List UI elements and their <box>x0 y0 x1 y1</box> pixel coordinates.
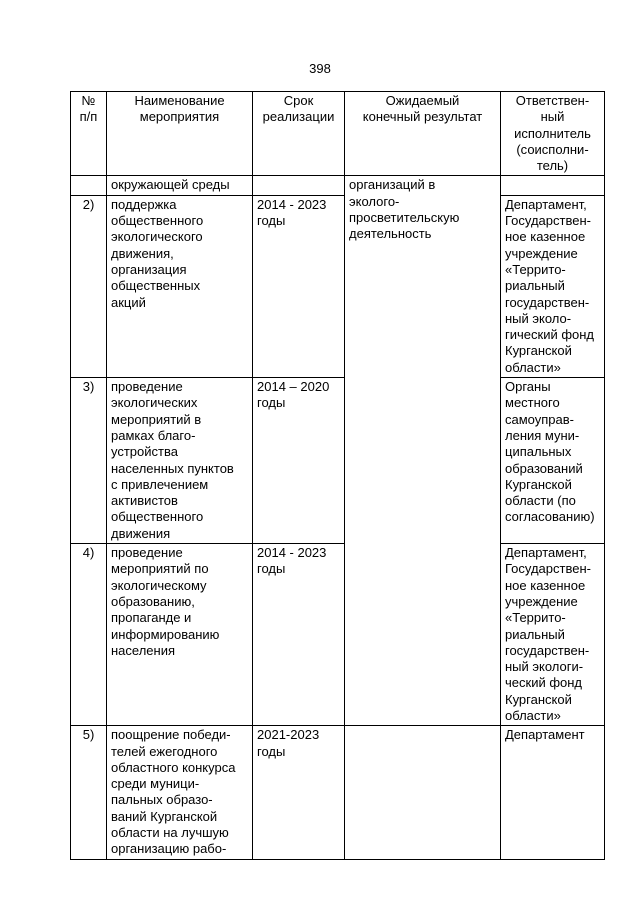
cell-name: проведение экологических мероприятий в рамках благо- устройства населенных пунктов с привлечением активистов общественного движения <box>107 378 253 544</box>
cell-term: 2021-2023 годы <box>253 726 345 859</box>
header-number: № п/п <box>71 92 107 176</box>
cell-responsible <box>501 176 605 195</box>
cell-number: 3) <box>71 378 107 544</box>
cell-result <box>345 726 501 859</box>
cell-number: 2) <box>71 195 107 377</box>
cell-number: 5) <box>71 726 107 859</box>
cell-number <box>71 176 107 195</box>
header-responsible: Ответствен- ный исполнитель (соисполни- тель) <box>501 92 605 176</box>
cell-responsible: Органы местного самоуправ- ления муни- ципальных образований Курганской области (по согласованию) <box>501 378 605 544</box>
cell-name: поддержка общественного экологического движения, организация общественных акций <box>107 195 253 377</box>
table-row-continuation <box>71 176 605 195</box>
cell-name: окружающей среды <box>107 176 253 195</box>
cell-name: проведение мероприятий по экологическому образованию, пропаганде и информированию населения <box>107 544 253 726</box>
cell-term: 2014 - 2023 годы <box>253 195 345 377</box>
cell-term: 2014 - 2023 годы <box>253 544 345 726</box>
cell-number: 4) <box>71 544 107 726</box>
header-result: Ожидаемый конечный результат <box>345 92 501 176</box>
table-row <box>71 195 605 377</box>
cell-term <box>253 176 345 195</box>
cell-responsible: Департамент, Государствен- ное казенное учреждение «Террито- риальный государствен- ный экологи- ческий фонд Курганской области» <box>501 544 605 726</box>
cell-responsible: Департамент, Государствен- ное казенное учреждение «Террито- риальный государствен- ный эколо- гический фонд Курганской области» <box>501 195 605 377</box>
page-number: 398 <box>309 61 331 76</box>
cell-responsible: Департамент <box>501 726 605 859</box>
header-name: Наименование мероприятия <box>107 92 253 176</box>
header-term: Срок реализации <box>253 92 345 176</box>
table-row <box>71 726 605 859</box>
table-header-row <box>71 92 605 176</box>
measures-table <box>70 91 605 860</box>
cell-result-merged: организаций в эколого- просветительскую деятельность <box>345 176 501 726</box>
table-row <box>71 378 605 544</box>
cell-term: 2014 – 2020 годы <box>253 378 345 544</box>
cell-name: поощрение победи- телей ежегодного областного конкурса среди муници- пальных образо- ваний Курганской области на лучшую организацию рабо- <box>107 726 253 859</box>
table-row <box>71 544 605 726</box>
